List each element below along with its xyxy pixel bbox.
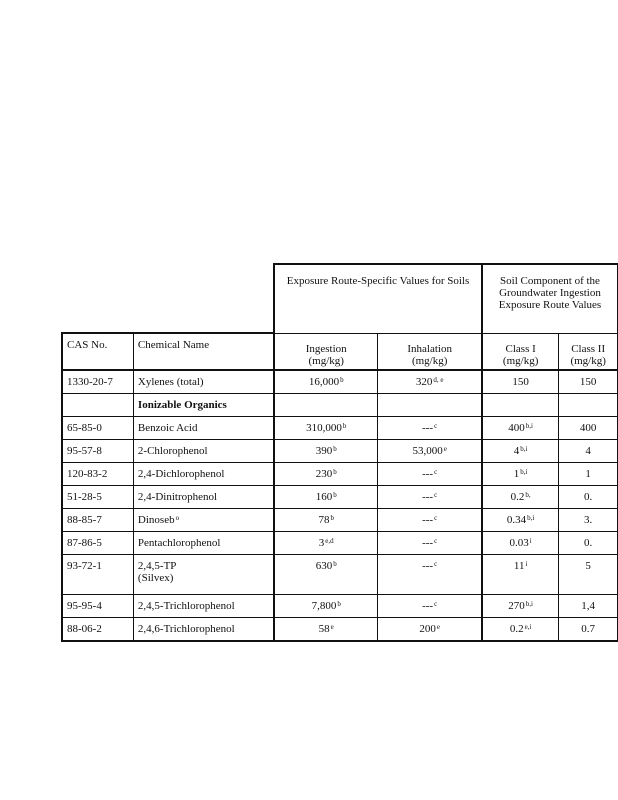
class1-cell: $0.2^{b,}$ bbox=[482, 486, 559, 509]
group-header-groundwater: Soil Component of the Groundwater Ingestion Exposure Route Values bbox=[482, 264, 618, 333]
name-cell: 2-Chlorophenol bbox=[133, 440, 274, 463]
col-header-name: Chemical Name bbox=[133, 333, 274, 370]
ingestion-cell: 78$^b$ bbox=[274, 509, 378, 532]
name-cell: Dinoseb$^o$ bbox=[133, 509, 274, 532]
class2-cell: 400 bbox=[559, 417, 618, 440]
name-cell: 2,4-Dinitrophenol bbox=[133, 486, 274, 509]
inhalation-cell: ---$^c$ bbox=[378, 486, 482, 509]
name-cell: Benzoic Acid bbox=[133, 417, 274, 440]
inhalation-cell: ---$^c$ bbox=[378, 532, 482, 555]
table-row bbox=[62, 618, 618, 642]
cas-cell: 65-85-0 bbox=[62, 417, 133, 440]
ingestion-cell: 16,000$^b$ bbox=[274, 370, 378, 394]
name-cell: Pentachlorophenol bbox=[133, 532, 274, 555]
inhalation-cell: ---$^c$ bbox=[378, 555, 482, 595]
cas-cell: 95-95-4 bbox=[62, 595, 133, 618]
class2-cell: 3. bbox=[559, 509, 618, 532]
table-row bbox=[62, 417, 618, 440]
cas-cell: 88-06-2 bbox=[62, 618, 133, 642]
cas-cell: 88-85-7 bbox=[62, 509, 133, 532]
ingestion-cell: 160$^b$ bbox=[274, 486, 378, 509]
name-cell: 2,4,5-Trichlorophenol bbox=[133, 595, 274, 618]
class2-cell: 5 bbox=[559, 555, 618, 595]
table-row bbox=[62, 486, 618, 509]
cas-cell: 93-72-1 bbox=[62, 555, 133, 595]
cas-cell: 1330-20-7 bbox=[62, 370, 133, 394]
inhalation-cell: 53,000e bbox=[378, 440, 482, 463]
class2-cell: 1,4 bbox=[559, 595, 618, 618]
class2-cell: 4 bbox=[559, 440, 618, 463]
col-header-ingestion: Ingestion (mg/kg) bbox=[274, 333, 378, 370]
class1-cell: 4$^{b,i}$ bbox=[482, 440, 559, 463]
class2-cell: 1 bbox=[559, 463, 618, 486]
class1-cell: 400$^{b,i}$ bbox=[482, 417, 559, 440]
table-row bbox=[62, 509, 618, 532]
ingestion-cell: 7,800$^b$ bbox=[274, 595, 378, 618]
col-header-class2: Class II (mg/kg) bbox=[559, 333, 618, 370]
inhalation-cell: ---$^c$ bbox=[378, 463, 482, 486]
ingestion-cell: 310,000$^b$ bbox=[274, 417, 378, 440]
table-row bbox=[62, 463, 618, 486]
ingestion-cell: 58e bbox=[274, 618, 378, 642]
class1-cell: 0.03$^i$ bbox=[482, 532, 559, 555]
col-header-cas: CAS No. bbox=[62, 333, 133, 370]
inhalation-cell: ---$^c$ bbox=[378, 509, 482, 532]
class2-cell: 0. bbox=[559, 486, 618, 509]
class1-cell: 270$^{b,i}$ bbox=[482, 595, 559, 618]
section-row bbox=[62, 394, 618, 417]
col-header-class1: Class I (mg/kg) bbox=[482, 333, 559, 370]
table-row bbox=[62, 555, 618, 595]
cas-cell: 87-86-5 bbox=[62, 532, 133, 555]
name-cell: Xylenes (total) bbox=[133, 370, 274, 394]
ingestion-cell: 3$^{e,d}$ bbox=[274, 532, 378, 555]
col-header-inhalation: Inhalation (mg/kg) bbox=[378, 333, 482, 370]
name-cell: 2,4,5-TP (Silvex) bbox=[133, 555, 274, 595]
ingestion-cell: 390$^b$ bbox=[274, 440, 378, 463]
class2-cell: 150 bbox=[559, 370, 618, 394]
inhalation-cell: ---$^c$ bbox=[378, 595, 482, 618]
cas-cell: 120-83-2 bbox=[62, 463, 133, 486]
table-row bbox=[62, 532, 618, 555]
class1-cell: 150 bbox=[482, 370, 559, 394]
class1-cell: 0.34$^{b,i}$ bbox=[482, 509, 559, 532]
cas-cell: 51-28-5 bbox=[62, 486, 133, 509]
name-cell: 2,4,6-Trichlorophenol bbox=[133, 618, 274, 642]
inhalation-cell: 320$^{d, e}$ bbox=[378, 370, 482, 394]
table-row bbox=[62, 595, 618, 618]
inhalation-cell: ---$^c$ bbox=[378, 417, 482, 440]
class1-cell: 0.2$^{e,i}$ bbox=[482, 618, 559, 642]
ingestion-cell: 230$^b$ bbox=[274, 463, 378, 486]
class1-cell: 11$^i$ bbox=[482, 555, 559, 595]
cas-cell: 95-57-8 bbox=[62, 440, 133, 463]
ingestion-cell: 630$^b$ bbox=[274, 555, 378, 595]
remediation-objectives-table bbox=[61, 263, 618, 642]
group-header-soils: Exposure Route-Specific Values for Soils bbox=[274, 264, 482, 333]
name-cell: 2,4-Dichlorophenol bbox=[133, 463, 274, 486]
class2-cell: 0.7 bbox=[559, 618, 618, 642]
class1-cell: 1$^{b,i}$ bbox=[482, 463, 559, 486]
table-row bbox=[62, 370, 618, 394]
class2-cell: 0. bbox=[559, 532, 618, 555]
inhalation-cell: 200e bbox=[378, 618, 482, 642]
table-row bbox=[62, 440, 618, 463]
section-label: Ionizable Organics bbox=[133, 394, 274, 417]
